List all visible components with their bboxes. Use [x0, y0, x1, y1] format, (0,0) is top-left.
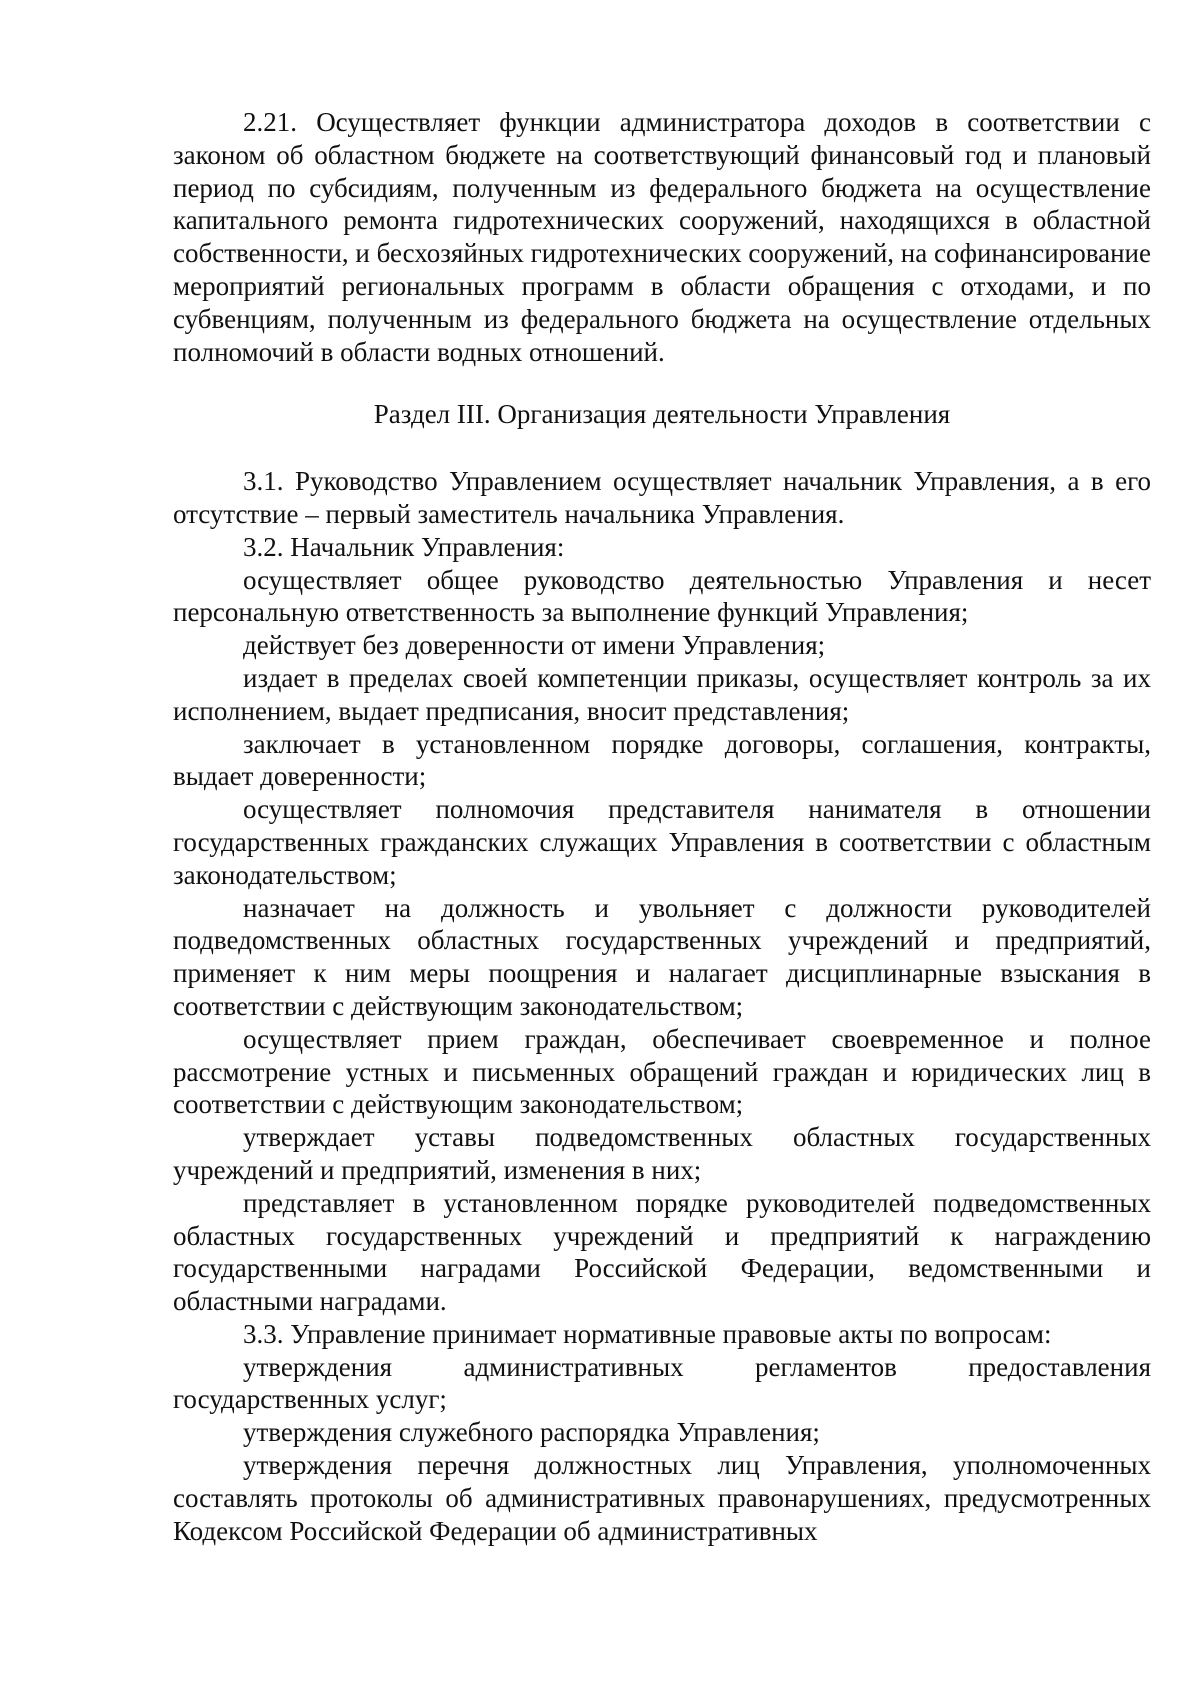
- section-heading: Раздел III. Организация деятельности Управления: [373, 399, 951, 430]
- paragraph-3-1: 3.1. Руководство Управлением осуществляет начальник Управления, а в его отсутствие – первый заместитель начальника Управления.: [173, 466, 1151, 529]
- paragraph-item: утверждения служебного распорядка Управления;: [243, 1417, 820, 1448]
- paragraphs-before: [173, 106, 1151, 368]
- paragraph-3-2: 3.2. Начальник Управления:: [243, 531, 565, 562]
- paragraph-item: назначает на должность и увольняет с должности руководителей подведомственных областных государственных учреждений и предприятий, применяет к ним меры поощрения и налагает дисциплинарные взыскания в соответствии с действующим законодательством;: [173, 892, 1151, 1021]
- paragraph-item: действует без доверенности от имени Управления;: [243, 630, 826, 661]
- paragraph-item: осуществляет общее руководство деятельностью Управления и несет персональную ответственность за выполнение функций Управления;: [173, 564, 1151, 628]
- paragraph-item: представляет в установленном порядке руководителей подведомственных областных государственных учреждений и предприятий к награждению государственными наградами Российской Федерации, ведомственными и областными наградами.: [173, 1187, 1151, 1317]
- paragraph-item: заключает в установленном порядке договоры, соглашения, контракты, выдает доверенности;: [173, 728, 1151, 792]
- paragraph-item: утверждает уставы подведомственных областных государственных учреждений и предприятий, изменения в них;: [173, 1122, 1151, 1185]
- paragraphs-after: [173, 465, 1151, 1547]
- document-page: [173, 106, 1151, 1547]
- paragraph-item: утверждения административных регламентов предоставления государственных услуг;: [173, 1351, 1151, 1415]
- paragraph-3-3: 3.3. Управление принимает нормативные правовые акты по вопросам:: [243, 1318, 1052, 1349]
- paragraph-item: осуществляет прием граждан, обеспечивает своевременное и полное рассмотрение устных и письменных обращений граждан и юридических лиц в соответствии с действующим законодательством;: [173, 1023, 1151, 1120]
- paragraph-item: осуществляет полномочия представителя нанимателя в отношении государственных гражданских служащих Управления в соответствии с областным законодательством;: [173, 794, 1151, 890]
- paragraph-item: утверждения перечня должностных лиц Управления, уполномоченных составлять протоколы об административных правонарушениях, предусмотренных Кодексом Российской Федерации об административных: [173, 1450, 1151, 1546]
- paragraph-item: издает в пределах своей компетенции приказы, осуществляет контроль за их исполнением, выдает предписания, вносит представления;: [173, 662, 1151, 726]
- paragraph-2-21: 2.21. Осуществляет функции администратора доходов в соответствии с законом об областном бюджете на соответствующий финансовый год и плановый период по субсидиям, полученным из федерального бюджета на осуществление капитального ремонта гидротехнических сооружений, находящихся в областной собственности, и бесхозяйных гидротехнических сооружений, на софинансирование мероприятий региональных программ в области обращения с отходами, и по субвенциям, полученным из федерального бюджета на осуществление отдельных полномочий в области водных отношений.: [173, 107, 1151, 367]
